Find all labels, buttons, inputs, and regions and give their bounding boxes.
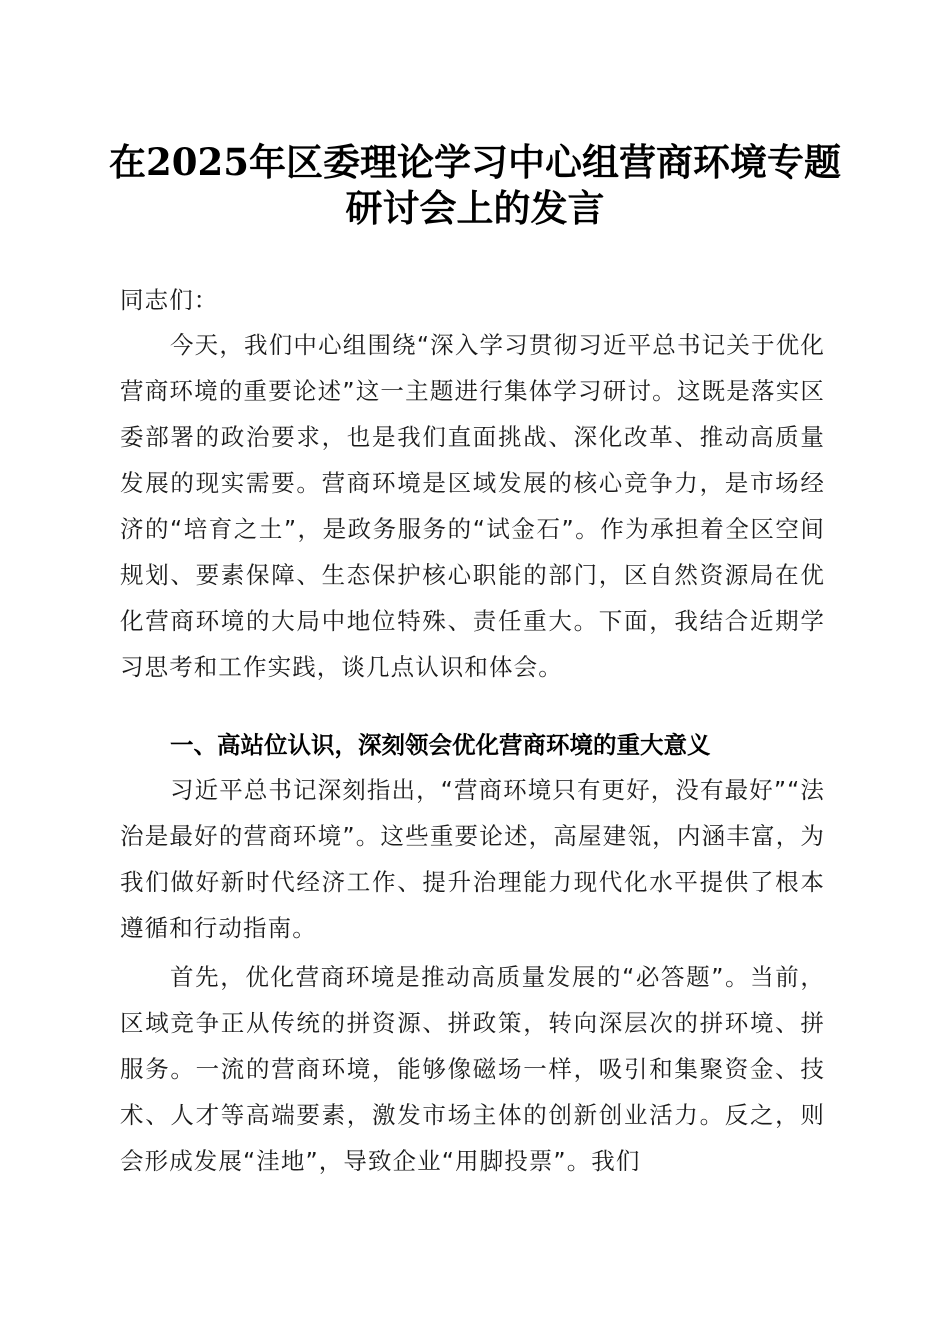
salutation: 同志们： (120, 286, 219, 314)
section-heading-1: 一、高站位认识，深刻领会优化营商环境的重大意义 (170, 731, 711, 759)
paragraph-quote: 习近平总书记深刻指出，“营商环境只有更好，没有最好”“法治是最好的营商环境”。这些重要论述，高屋建瓴，内涵丰富，为我们做好新时代经济工作、提升治理能力现代化水平提供了根本遵循和行动指南。 (120, 776, 825, 942)
document-title-line2: 研讨会上的发言 (345, 186, 605, 230)
document-title-line1: 在2025年区委理论学习中心组营商环境专题 (109, 140, 841, 184)
paragraph-first-point: 首先，优化营商环境是推动高质量发展的“必答题”。当前，区域竞争正从传统的拼资源、拼政策，转向深层次的拼环境、拼服务。一流的营商环境，能够像磁场一样，吸引和集聚资金、技术、人才等高端要素，激发市场主体的创新创业活力。反之，则会形成发展“洼地”，导致企业“用脚投票”。我们 (120, 963, 825, 1175)
paragraph-intro: 今天，我们中心组围绕“深入学习贯彻习近平总书记关于优化营商环境的重要论述”这一主题进行集体学习研讨。这既是落实区委部署的政治要求，也是我们直面挑战、深化改革、推动高质量发展的现实需要。营商环境是区域发展的核心竞争力，是市场经济的“培育之土”，是政务服务的“试金石”。作为承担着全区空间规划、要素保障、生态保护核心职能的部门，区自然资源局在优化营商环境的大局中地位特殊、责任重大。下面，我结合近期学习思考和工作实践，谈几点认识和体会。 (120, 331, 825, 681)
